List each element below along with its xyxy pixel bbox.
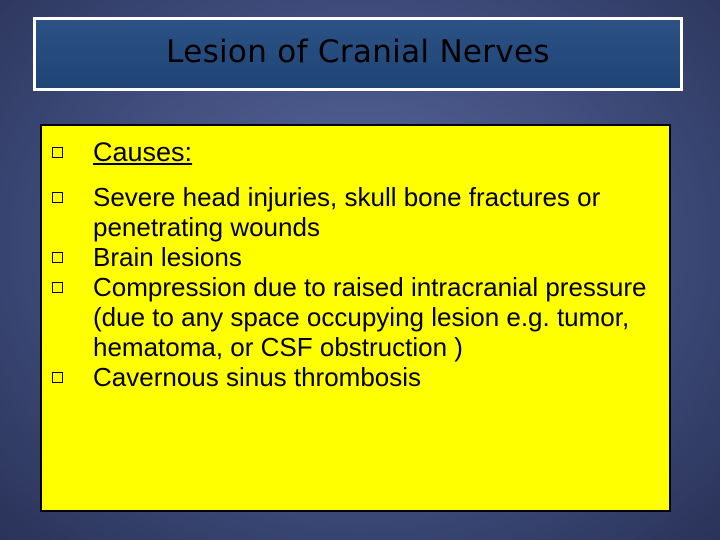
bullet-item-compression xyxy=(42,272,669,362)
bullet-item-head-injuries xyxy=(42,182,669,242)
bullet-text: Brain lesions xyxy=(93,242,242,272)
hollow-square-bullet-icon xyxy=(52,372,63,383)
bullet-text: Severe head injuries, skull bone fractures or penetrating wounds xyxy=(93,182,601,242)
bullet-item-brain-lesions xyxy=(42,242,669,272)
hollow-square-bullet-icon xyxy=(52,192,63,203)
hollow-square-bullet-icon xyxy=(52,147,63,158)
hollow-square-bullet-icon xyxy=(52,282,63,293)
hollow-square-bullet-icon xyxy=(52,252,63,263)
slide-title: Lesion of Cranial Nerves xyxy=(166,34,550,70)
content-panel xyxy=(40,124,671,512)
bullet-item-cavernous-sinus xyxy=(42,362,669,392)
bullet-list xyxy=(42,137,669,392)
bullet-text: Cavernous sinus thrombosis xyxy=(93,362,422,392)
heading-item xyxy=(42,137,669,167)
causes-heading: Causes: xyxy=(93,137,193,167)
title-banner xyxy=(33,17,683,91)
bullet-text: Compression due to raised intracranial pressure (due to any space occupying lesion e.g. tumor, hematoma, or CSF obstruction ) xyxy=(93,272,647,362)
